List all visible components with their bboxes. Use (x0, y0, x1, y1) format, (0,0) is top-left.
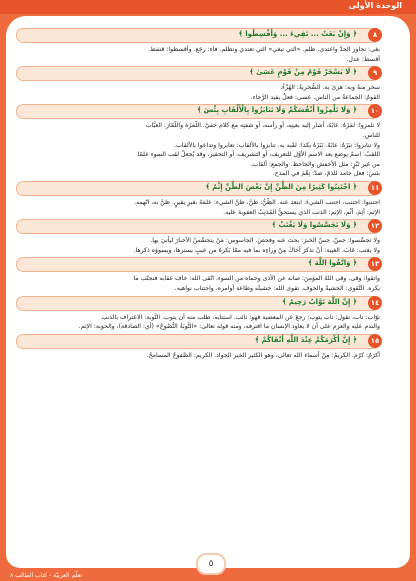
verse-bar (16, 257, 380, 272)
definition-block (16, 198, 380, 217)
verse-bar (16, 66, 380, 81)
verse-text: ﴿ إِنَّ أَكْرَمَكُمْ عِنْدَ اللَّهِ أَتْقَاكُمْ ﴾ (255, 335, 357, 344)
verse-text: ﴿ لَا يَسْخَرْ قَوْمٌ مِنْ قَوْمٍ عَسَىٰ ﴾ (249, 68, 357, 77)
definition-line: القومُ: الجماعةُ من الناس. عسى: فعلٌ يفيد الرَّجاء. (250, 93, 380, 101)
section-number-badge: ١٠ (368, 104, 382, 118)
definition-line: سخر منهُ وبه: هزئ به. السُّخريةُ: الهُزْءُ. (280, 84, 380, 92)
verse-text: ﴿ إِنَّ اللَّهَ تَوَّابٌ رَحِيمٌ ﴾ (282, 297, 357, 306)
definition-line: لا تلمزوا: لمَزَهُ: عابَهُ، أشار إليه بعينِه، أو رأسه، أو شفتِه مع كلام خفيّ. اللُّمَزَة واللَّمّاز: العيَّاب (145, 122, 380, 130)
unit-title: الوحدة الأولى (348, 1, 402, 10)
verse-text: ﴿ وَاتَّقُوا اللَّهَ ﴾ (308, 259, 357, 268)
verse-bar (16, 296, 380, 311)
verse-text: ﴿ وَلَا تَجَسَّسُوا وَلَا يَغْتَبْ ﴾ (271, 221, 357, 230)
definition-line: من غير تَبْزٍ: مثل الأخفش والجاحظ. والجمع: ألقاب. (250, 160, 380, 168)
definition-line: بئسَ: فعل جامد للذمّ، ضدّ: نِعْمَ في المدح. (272, 170, 380, 178)
definition-block (16, 313, 380, 332)
definition-block (16, 121, 380, 179)
definition-line: ولا تنابزوا: نبَزَهُ: عابَهُ. نَبَزَهُ بكذا: لقَبه به. تنابزوا بالألقاب: تعايروا وتداعوا بالألقاب. (174, 141, 380, 149)
definition-line: ولا يغتب: غابَ، الغيبة: أنْ تذكرَ أخاكَ مِنْ وراءِه بما فيه ممّا يَكرهُ من عيبٍ يسترها، ويسوؤه ذكرها. (133, 246, 380, 254)
section-number-badge: ١٥ (368, 334, 382, 348)
section-number-badge: ١٣ (368, 257, 382, 271)
definition-line: اجتنبوا: اجتنب، اجتنب الشيءَ: ابتعد عنه. الظَّنُّ: ظنَّ، ظنَّ الشيء: علمَهُ بغيرِ يقينٍ. ظنَّ به، اتّهمه. (134, 198, 380, 206)
definition-line: أكرَمُ: كرُم. الكريمُ: مِنْ أسماء الله تعالى، وهو الكثير الخير الجواد. الكريم: الصَّفوحُ المسامحُ. (146, 351, 380, 359)
definition-block (16, 351, 380, 365)
verse-bar (16, 219, 380, 234)
definition-line: أقسط: عدل. (346, 55, 380, 63)
definition-block (16, 45, 380, 64)
definition-line: بغى: تجاوز الحدّ واعتدى. ظلم. «التي تبغي» التي تعتدي وتظلم. فاء: رجَع. وأقسطوا: قسَط. (148, 46, 380, 53)
verse-bar (16, 334, 380, 349)
book-title: تعلّم العربيّة - كتاب الطالب ٨ (10, 572, 82, 579)
definition-line: توّاب: تاب، تقول: تاب يتوب: رجعَ عن المعصية فهو: تائب. استتابه، طلب منه أن يتوب. التَّوبة: الاعتراف بالذنب (101, 313, 380, 321)
vocabulary-content (16, 28, 380, 367)
definition-line: اللقبُ: اسمٌ يوضع بعد الاسم الأوَّل للتعريف، أو التشريف، أو التحقير، وقد يُجعلُ لقب السوء علمًا (137, 151, 380, 159)
definition-block (16, 83, 380, 102)
section-number-badge: ١٢ (368, 219, 382, 233)
section-number-badge: ١١ (368, 181, 382, 195)
definition-block (16, 236, 380, 255)
definition-line: يكره. التَّقوى: الخشيةُ والخوف. تقوى الله: خشيتُه وطاعة أوامره، واجتناب نواهيه. (174, 284, 380, 292)
definition-line: الإثم: أثِمَ، أَثْم، الإثم: الذنب الذي يستحقُّ المُذنِبُ العقوبةَ عليه. (223, 208, 380, 216)
section-number-badge: ١٤ (368, 296, 382, 310)
definition-block (16, 274, 380, 293)
section-number-badge: ٨ (368, 28, 382, 42)
definition-line: والندم عليه والعزم على أن لا يعاود الإنسان ما اقترفه، ومنه قوله تعالى: «التَّوبَةُ النَّصُوحُ» (أي: الصادقة)، والحوبة: الإثم. (78, 323, 380, 331)
verse-bar (16, 181, 380, 196)
verse-text: ﴿ اجْتَنِبُوا كَثِيرًا مِنَ الظَّنِّ إِنَّ بَعْضَ الظَّنِّ إِثْمٌ ﴾ (205, 182, 357, 191)
verse-text: ﴿ وَإِنْ بَغَتْ ... تَفِيءَ ... وَأَقْسِطُوا ﴾ (238, 30, 357, 38)
verse-bar (16, 28, 380, 43)
definition-line: ولا تجسَّسوا: جسّ، جسّ الخبرَ: بحث عنه وفحصَ. الجاسوس: مَنْ يتجسَّسُ الأخبارَ ليأتيَ بها. (150, 237, 380, 245)
definition-line: للناس. (362, 131, 380, 139)
verse-bar (16, 104, 380, 119)
section-number-badge: ٩ (368, 66, 382, 80)
page-number: ٥ (196, 553, 226, 575)
definition-line: واتقوا: وقى. وقى اللهُ المؤمنَ: صانه عن الأذى وحماه من السوء. اتّقى الله: خاف عقابه فتجنّب ما (133, 275, 380, 283)
verse-text: ﴿ وَلَا تَلْمِزُوا أَنْفُسَكُمْ وَلَا تَنَابَزُوا بِالْأَلْقَابِ بِئْسَ ﴾ (197, 106, 357, 115)
